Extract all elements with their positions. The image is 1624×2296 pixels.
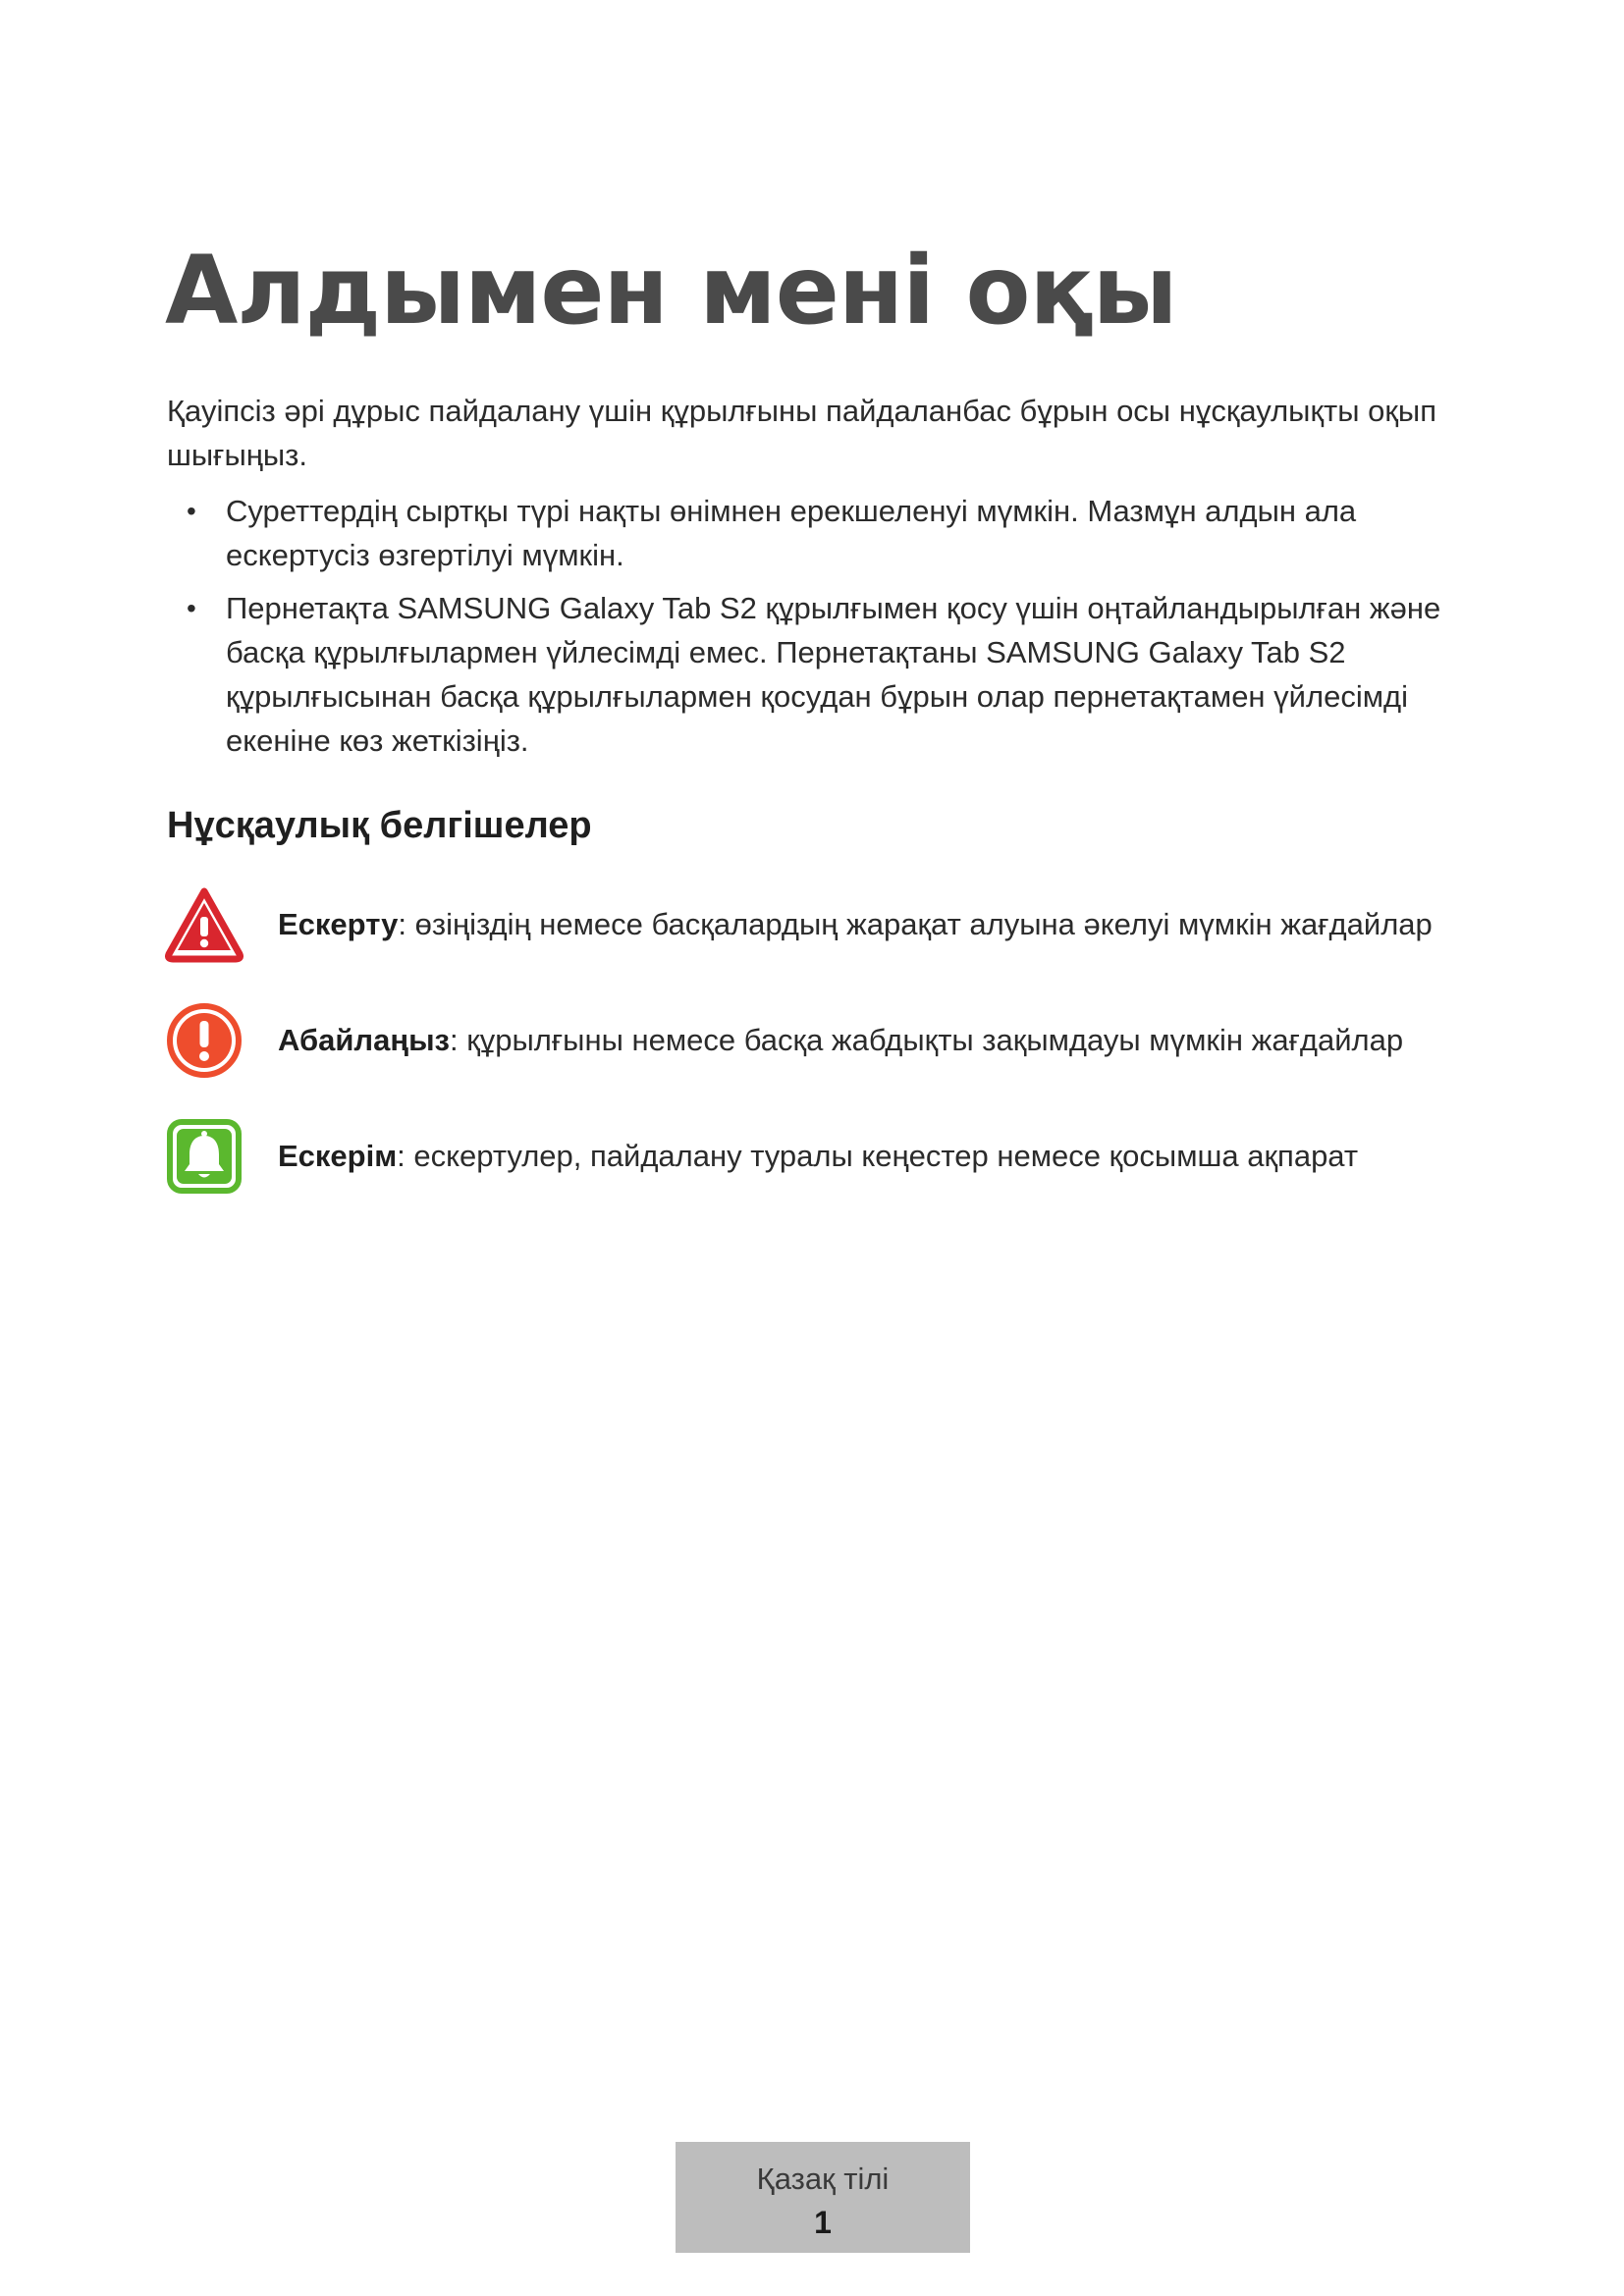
page-title: Алдымен мені оқы [165, 236, 1177, 346]
bell-note-icon [165, 1117, 244, 1196]
page-footer [676, 2142, 970, 2253]
notice-text [278, 1117, 1358, 1196]
footer-language: Қазақ тілі [756, 2162, 890, 2196]
warning-triangle-icon [165, 885, 244, 964]
notice-note [165, 1117, 1461, 1200]
notice-text [278, 1001, 1403, 1080]
page-number: 1 [814, 2205, 832, 2240]
notice-description: : құрылғыны немесе басқа жабдықты зақымдауы мүмкін жағдайлар [449, 1023, 1404, 1057]
notice-caution [165, 1001, 1461, 1084]
bullet-marker: • [187, 593, 196, 623]
bullet-item [167, 586, 1443, 763]
notice-warning [165, 885, 1461, 968]
bullet-text: Суреттердің сыртқы түрі нақты өнімнен ерекшеленуі мүмкін. Мазмұн алдын ала ескертусіз өзгертілуі мүмкін. [226, 494, 1357, 572]
bullet-item [167, 489, 1443, 577]
notice-description: : өзіңіздің немесе басқалардың жарақат алуына әкелуі мүмкін жағдайлар [398, 907, 1433, 941]
notice-text [278, 885, 1433, 964]
caution-circle-icon [165, 1001, 244, 1080]
bullet-marker: • [187, 496, 196, 526]
bullet-list [167, 489, 1443, 772]
notice-label: Ескерім [278, 1139, 398, 1173]
notice-label: Ескерту [278, 907, 399, 941]
section-heading: Нұсқаулық белгішелер [167, 805, 592, 846]
notice-description: : ескертулер, пайдалану туралы кеңестер немесе қосымша ақпарат [397, 1139, 1359, 1173]
intro-paragraph: Қауіпсіз әрі дұрыс пайдалану үшін құрылғыны пайдаланбас бұрын осы нұсқаулықты оқып шығыңыз. [167, 394, 1436, 472]
bullet-text: Пернетақта SAMSUNG Galaxy Tab S2 құрылғымен қосу үшін оңтайландырылған және басқа құрылғылармен үйлесімді емес. Пернетақтаны SAMSUNG Galaxy Tab S2 құрылғысынан басқа құрылғылармен қосудан бұрын олар пернетақтамен үйлесімді екеніне көз жеткізіңіз. [226, 591, 1441, 758]
notice-label: Абайлаңыз [278, 1023, 450, 1057]
